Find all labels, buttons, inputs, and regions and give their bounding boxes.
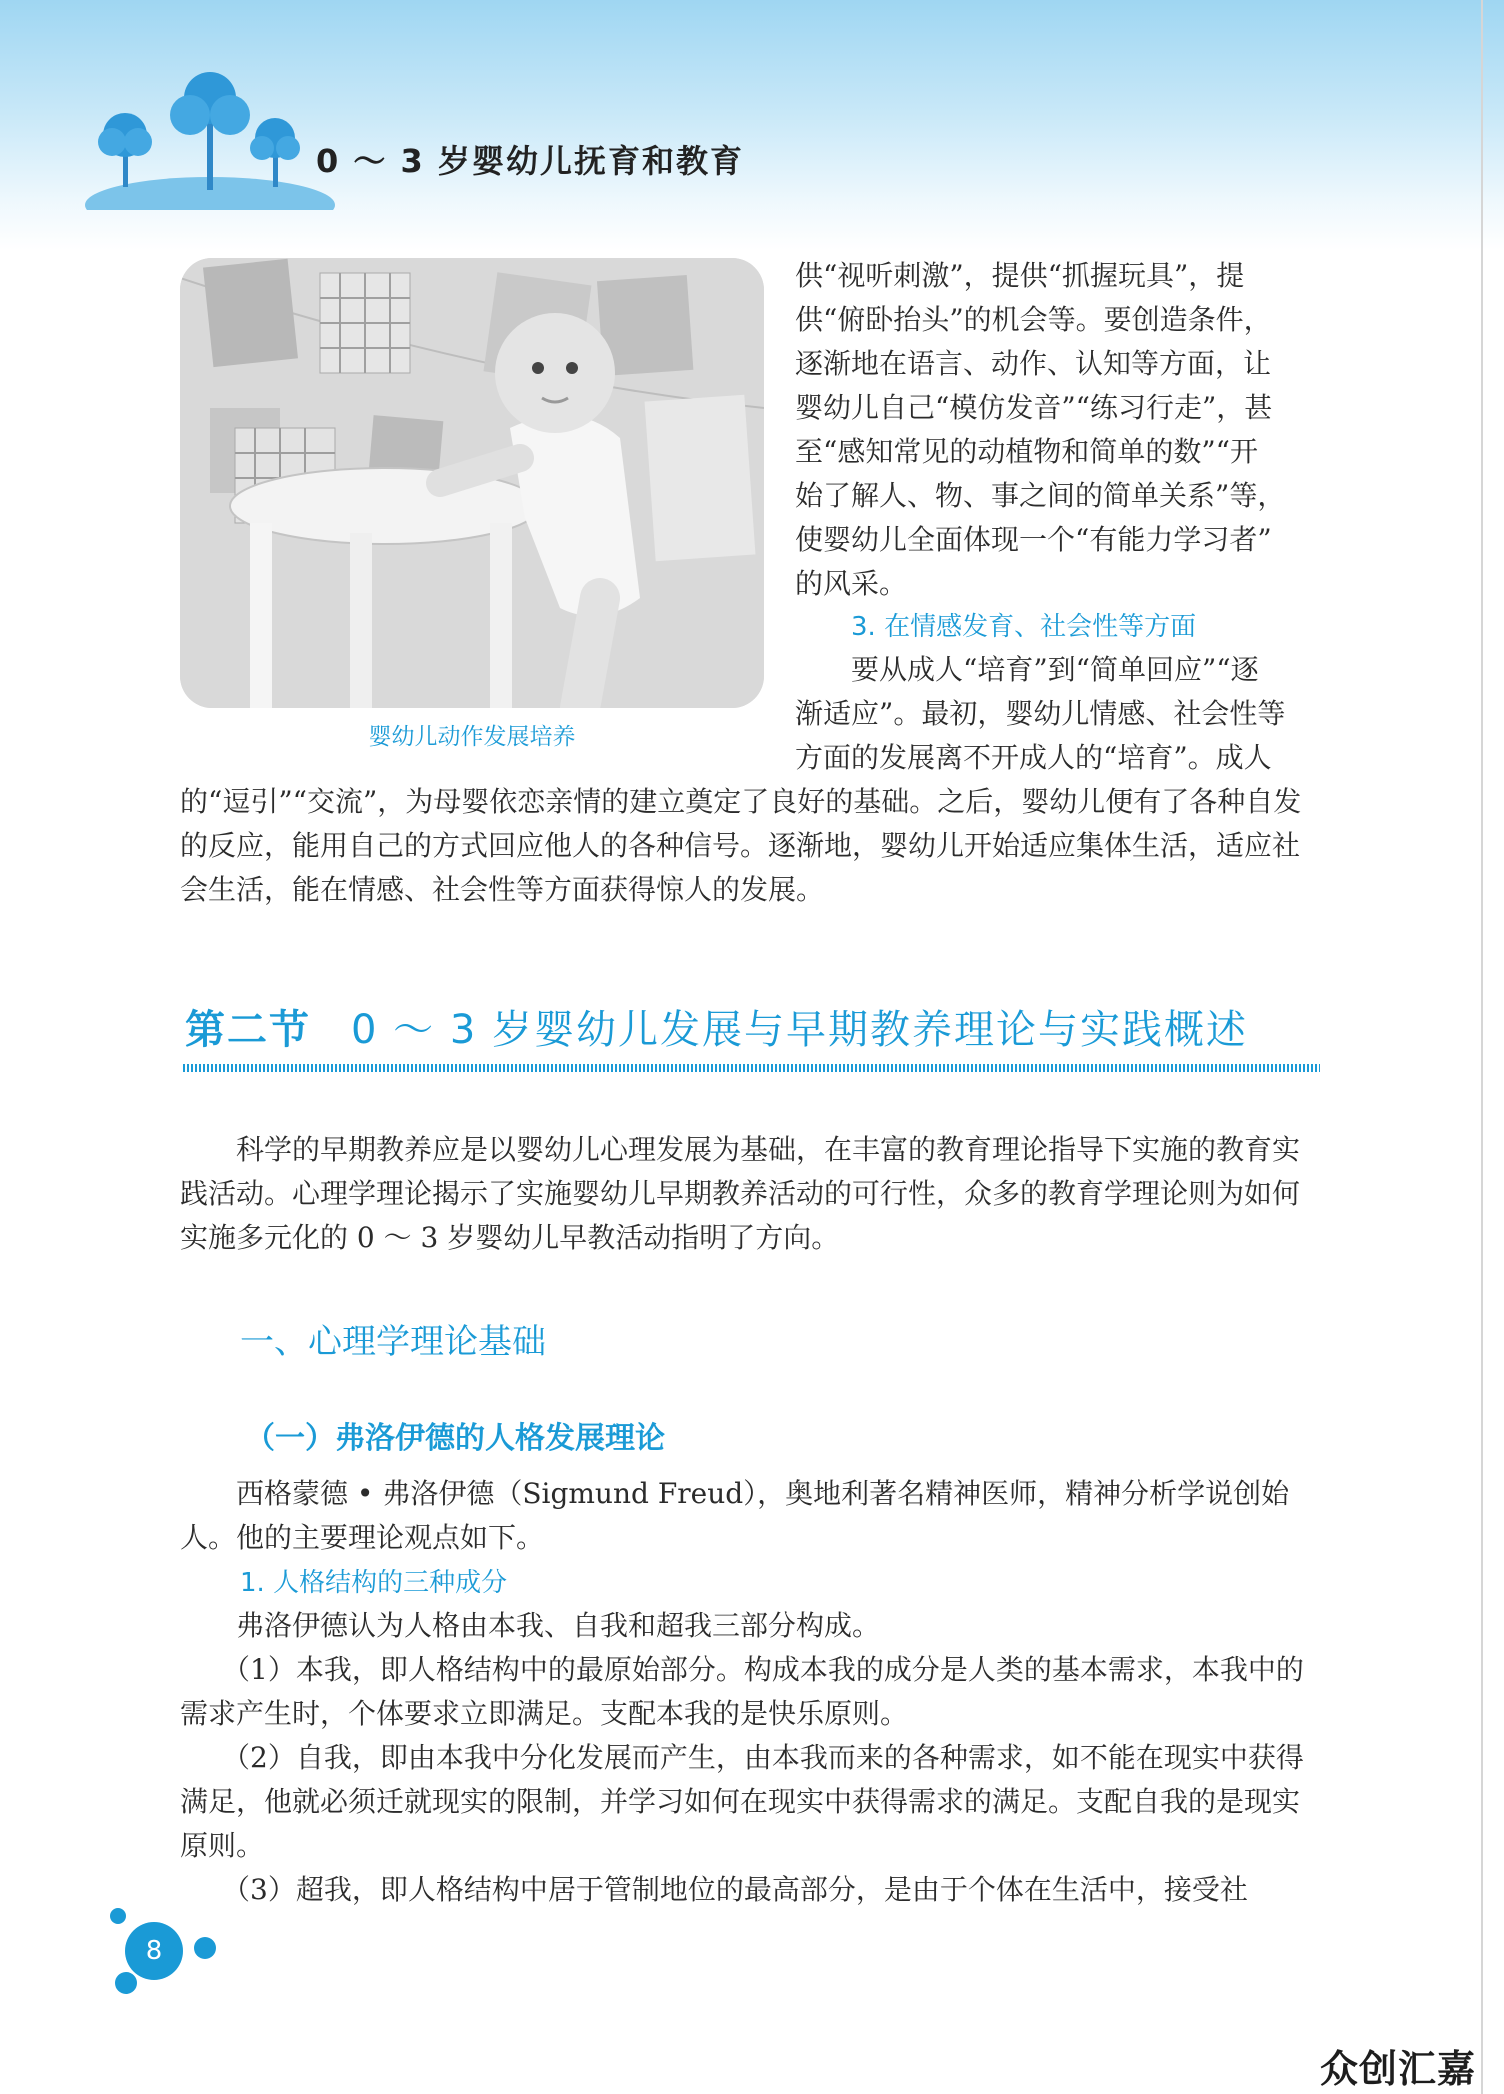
- text-line: 始了解人、物、事之间的简单关系”等，: [795, 479, 1286, 512]
- text-line: 使婴幼儿全面体现一个“有能力学习者”: [795, 523, 1272, 556]
- freud-intro-paragraph: 西格蒙德 • 弗洛伊德（Sigmund Freud），奥地利著名精神医师，精神分析学说创始人。他的主要理论观点如下。: [180, 1477, 1290, 1554]
- text-line: 渐适应”。最初，婴幼儿情感、社会性等: [795, 697, 1286, 730]
- section-heading: [185, 998, 1248, 1055]
- text-line: 婴幼儿自己“模仿发音”“练习行走”，甚: [795, 391, 1273, 424]
- section-divider: [183, 1064, 1320, 1072]
- baby-photo: [180, 258, 764, 708]
- text-line: 方面的发展离不开成人的“培育”。成人: [795, 741, 1272, 774]
- section-title-text: 0 ～ 3 岁婴幼儿发展与早期教养理论与实践概述: [351, 1007, 1249, 1053]
- text-line: 至“感知常见的动植物和简单的数”“开: [795, 435, 1258, 468]
- photo-caption: 婴幼儿动作发展培养: [368, 724, 576, 750]
- text-line: 供“俯卧抬头”的机会等。要创造条件，: [795, 303, 1272, 336]
- text-line: 供“视听刺激”，提供“抓握玩具”，提: [795, 259, 1245, 292]
- paragraph-continued: 的“逗引”“交流”，为母婴依恋亲情的建立奠定了良好的基础。之后，婴幼儿便有了各种自发的反应，能用自己的方式回应他人的各种信号。逐渐地，婴幼儿开始适应集体生活，适应社会生活，能在情感、社会性等方面获得惊人的发展。: [180, 785, 1302, 906]
- text-line: 逐渐地在语言、动作、认知等方面，让: [795, 347, 1272, 380]
- page-number: 8: [145, 1936, 163, 1966]
- book-title: 0 ～ 3 岁婴幼儿抚育和教育: [316, 142, 744, 180]
- structure-paragraph: 弗洛伊德认为人格由本我、自我和超我三部分构成。: [236, 1609, 881, 1642]
- section-label: 第二节: [185, 1007, 311, 1053]
- watermark-text: 众创汇嘉: [1320, 2047, 1477, 2091]
- trees-logo-icon: [80, 70, 340, 210]
- page-edge-rule: [1481, 0, 1483, 2094]
- heading-freud-theory: （一）弗洛伊德的人格发展理论: [245, 1421, 665, 1456]
- intro-paragraph: 科学的早期教养应是以婴幼儿心理发展为基础，在丰富的教育理论指导下实施的教育实践活动。心理学理论揭示了实施婴幼儿早期教养活动的可行性，众多的教育学理论则为如何实施多元化的 0 ～ 3 岁婴幼儿早教活动指明了方向。: [180, 1133, 1301, 1254]
- sub-heading-emotion: 3. 在情感发育、社会性等方面: [851, 612, 1197, 642]
- side-text-block: [795, 254, 1325, 606]
- ego-paragraph: （2）自我，即由本我中分化发展而产生，由本我而来的各种需求，如不能在现实中获得满足，他就必须迁就现实的限制，并学习如何在现实中获得需求的满足。支配自我的是现实原则。: [180, 1741, 1304, 1862]
- side-text-block-2: [795, 648, 1325, 780]
- id-paragraph: （1）本我，即人格结构中的最原始部分。构成本我的成分是人类的基本需求，本我中的需求产生时，个体要求立即满足。支配本我的是快乐原则。: [180, 1653, 1304, 1730]
- heading-psychology-foundation: 一、心理学理论基础: [240, 1322, 546, 1362]
- text-line: 的风采。: [795, 567, 908, 600]
- text-line: 要从成人“培育”到“简单回应”“逐: [851, 653, 1259, 686]
- sub-heading-personality-structure: 1. 人格结构的三种成分: [240, 1568, 508, 1598]
- superego-paragraph: （3）超我，即人格结构中居于管制地位的最高部分，是由于个体在生活中，接受社: [222, 1873, 1248, 1906]
